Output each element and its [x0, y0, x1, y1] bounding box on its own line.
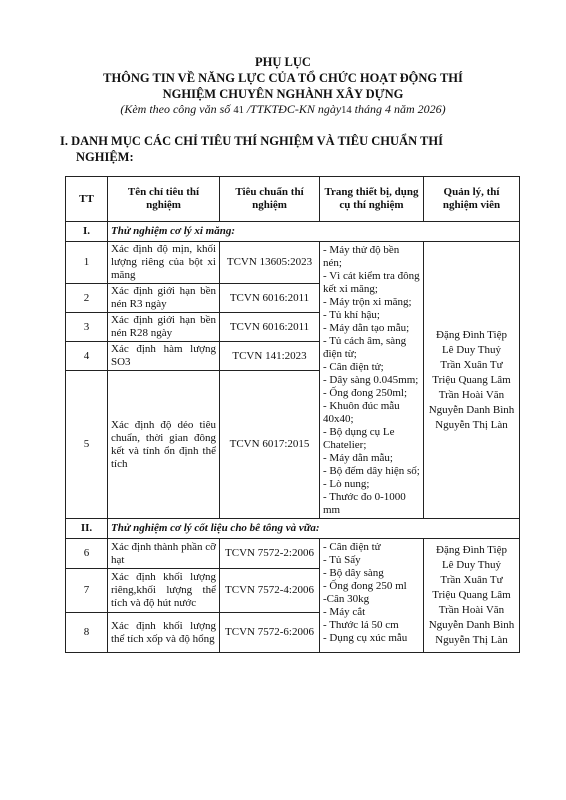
- staff-name: Nguyễn Danh Bình: [428, 403, 515, 416]
- equipment-list: [320, 242, 424, 519]
- document-title-line-2: NGHIỆM CHUYÊN NGHÀNH XÂY DỰNG: [162, 87, 404, 101]
- staff-name: Trần Xuân Tư: [440, 574, 503, 586]
- header-test-name: Tên chỉ tiêu thí nghiệm: [108, 177, 220, 222]
- group-row: [66, 519, 520, 539]
- equipment-item: - Thước đo 0-1000 mm: [323, 491, 406, 516]
- test-standard: TCVN 141:2023: [220, 342, 320, 371]
- staff-name: Trần Hoài Văn: [438, 388, 505, 401]
- staff-name: Nguyễn Thị Làn: [435, 634, 508, 646]
- staff-list: [424, 539, 520, 653]
- section-heading-line-2: NGHIỆM:: [76, 150, 134, 164]
- staff-name: Triệu Quang Lâm: [432, 589, 511, 601]
- equipment-item: - Dụng cụ xúc mẫu: [323, 632, 408, 644]
- table-row: [66, 539, 520, 569]
- document-day: 14: [341, 105, 352, 116]
- subtitle-part-a: (Kèm theo công văn số: [120, 102, 234, 116]
- equipment-item: - Bộ đếm dây hiện số;: [323, 465, 420, 477]
- row-number: 1: [66, 242, 108, 284]
- header-equipment: Trang thiết bị, dụng cụ thí nghiệm: [320, 177, 424, 222]
- group-title: Thử nghiệm cơ lý cốt liệu cho bê tông và vữa:: [108, 519, 520, 539]
- appendix-title: PHỤ LỤC: [255, 55, 311, 69]
- subtitle-part-c: tháng 4 năm 2026): [351, 102, 446, 116]
- row-number: 2: [66, 284, 108, 313]
- test-standard: TCVN 7572-2:2006: [220, 539, 320, 569]
- test-name: Xác định thành phần cỡ hạt: [108, 539, 220, 569]
- test-name: Xác định khối lượng riêng,khối lượng thể tích và độ hút nước: [108, 569, 220, 613]
- row-number: 7: [66, 569, 108, 613]
- test-standard: TCVN 6017:2015: [220, 371, 320, 519]
- test-standard: TCVN 7572-6:2006: [220, 613, 320, 653]
- table-header-row: [66, 177, 520, 222]
- test-name: Xác định giới hạn bền nén R3 ngày: [108, 284, 220, 313]
- staff-name: Triệu Quang Lâm: [432, 373, 511, 386]
- header-standard: Tiêu chuẩn thí nghiệm: [220, 177, 320, 222]
- staff-name: Nguyễn Thị Làn: [435, 418, 508, 431]
- test-name: Xác định giới hạn bền nén R28 ngày: [108, 313, 220, 342]
- equipment-item: - Máy thử độ bền nén;: [323, 244, 400, 269]
- equipment-item: - Bộ dụng cụ Le Chatelier;: [323, 426, 395, 451]
- row-number: 8: [66, 613, 108, 653]
- staff-name: Lê Duy Thuỷ: [441, 559, 502, 571]
- row-number: 5: [66, 371, 108, 519]
- equipment-item: - Máy dằn mẫu;: [323, 452, 393, 464]
- group-number: I.: [66, 222, 108, 242]
- test-name: Xác định khối lượng thể tích xốp và độ hổng: [108, 613, 220, 653]
- test-standard: TCVN 7572-4:2006: [220, 569, 320, 613]
- test-catalog-table: [65, 176, 520, 653]
- row-number: 4: [66, 342, 108, 371]
- equipment-item: - Máy trộn xi măng;: [323, 296, 412, 308]
- equipment-item: - Ống đong 250ml;: [323, 387, 408, 399]
- section-heading: [60, 133, 520, 165]
- test-standard: TCVN 6016:2011: [220, 313, 320, 342]
- group-row: [66, 222, 520, 242]
- equipment-item: - Cân điện tử: [323, 541, 381, 553]
- staff-name: Trần Xuân Tư: [440, 358, 503, 371]
- row-number: 6: [66, 539, 108, 569]
- equipment-item: - Máy cắt: [323, 606, 366, 618]
- document-subtitle: [0, 102, 566, 118]
- group-number: II.: [66, 519, 108, 539]
- test-name: Xác định độ dẻo tiêu chuẩn, thời gian đông kết và tính ổn định thể tích: [108, 371, 220, 519]
- staff-list: [424, 242, 520, 519]
- equipment-item: - Tủ cách âm, sàng điện từ;: [323, 335, 407, 360]
- equipment-item: - Máy dằn tạo mẫu;: [323, 322, 410, 334]
- test-name: Xác định hàm lượng SO3: [108, 342, 220, 371]
- test-name: Xác định độ mịn, khối lượng riêng của bột xi măng: [108, 242, 220, 284]
- equipment-item: - Bộ dây sàng: [323, 567, 384, 579]
- equipment-item: - Vì cát kiểm tra đông kết xi măng;: [323, 270, 420, 295]
- equipment-item: - Cân điện tử;: [323, 361, 384, 373]
- section-heading-line-1: I. DANH MỤC CÁC CHỈ TIÊU THÍ NGHIỆM VÀ TIÊU CHUẨN THÍ: [60, 134, 443, 148]
- staff-name: Đặng Đình Tiệp: [436, 328, 507, 341]
- equipment-list: [320, 539, 424, 653]
- equipment-item: - Tủ khí hậu;: [323, 309, 380, 321]
- document-number: 41: [233, 105, 244, 116]
- document-title-line-1: THÔNG TIN VỀ NĂNG LỰC CỦA TỔ CHỨC HOẠT ĐỘNG THÍ: [103, 71, 463, 85]
- test-standard: TCVN 6016:2011: [220, 284, 320, 313]
- header-tt: TT: [66, 177, 108, 222]
- staff-name: Đặng Đình Tiệp: [436, 544, 507, 556]
- row-number: 3: [66, 313, 108, 342]
- staff-name: Lê Duy Thuỷ: [441, 343, 502, 356]
- test-standard: TCVN 13605:2023: [220, 242, 320, 284]
- staff-name: Trần Hoài Văn: [438, 604, 505, 616]
- equipment-item: - Dây sàng 0.045mm;: [323, 374, 419, 386]
- equipment-item: - Tủ Sấy: [323, 554, 361, 566]
- equipment-item: - Ống đong 250 ml: [323, 580, 407, 592]
- equipment-item: - Khuôn đúc mẫu 40x40;: [323, 400, 400, 425]
- equipment-item: - Thước lá 50 cm: [323, 619, 399, 631]
- table-row: [66, 242, 520, 284]
- group-title: Thử nghiệm cơ lý xi măng:: [108, 222, 520, 242]
- staff-name: Nguyễn Danh Bình: [428, 619, 515, 631]
- header-staff: Quản lý, thí nghiệm viên: [424, 177, 520, 222]
- subtitle-part-b: /TTKTĐC-KN ngày: [243, 102, 342, 116]
- equipment-item: -Cân 30kg: [323, 593, 370, 605]
- equipment-item: - Lò nung;: [323, 478, 370, 490]
